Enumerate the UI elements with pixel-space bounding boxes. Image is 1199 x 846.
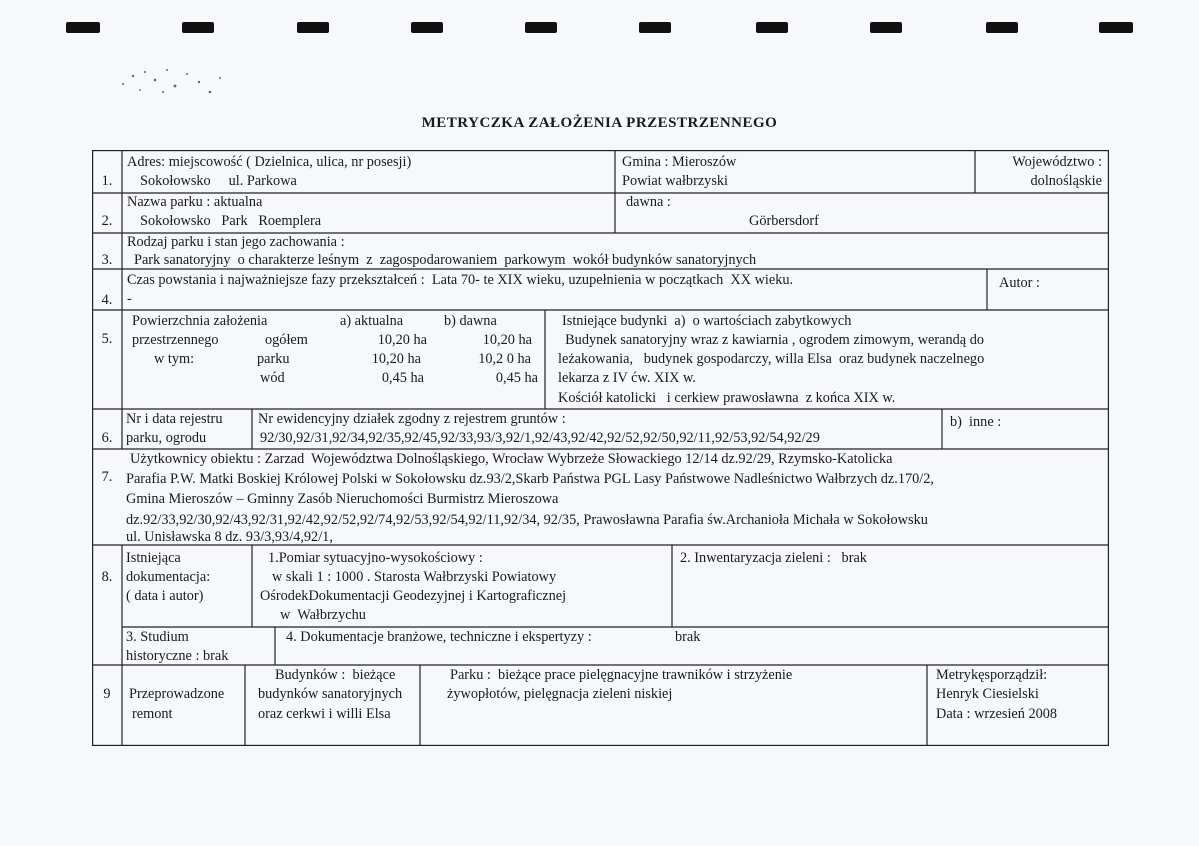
documentation-label: ( data i autor): [126, 588, 204, 604]
buildings-renovation: budynków sanatoryjnych: [258, 686, 403, 702]
register-label: Nr i data rejestru: [126, 411, 223, 427]
row-number: 5.: [101, 331, 113, 347]
area-total-label: ogółem: [265, 332, 308, 348]
park-renovation: Parku : bieżące prace pielęgnacyjne trawników i strzyżenie: [450, 667, 793, 683]
scan-edge-marks: [0, 22, 1199, 36]
park-name-current: Sokołowsko Park Roemplera: [140, 213, 322, 229]
row-number: 8.: [101, 569, 113, 585]
area-label: w tym:: [154, 351, 195, 367]
scan-mark: [756, 22, 788, 33]
row-number: 7.: [101, 469, 113, 485]
studies-label: 3. Studium: [126, 629, 189, 645]
powiat: Powiat wałbrzyski: [622, 173, 729, 189]
other-label: b) inne :: [950, 414, 1002, 430]
branch-docs-label: 4. Dokumentacje branżowe, techniczne i ekspertyzy :: [286, 629, 592, 645]
prepared-by-label: Metrykęsporządził:: [936, 667, 1048, 683]
scan-mark: [182, 22, 214, 33]
buildings-renovation: oraz cerkwi i willi Elsa: [258, 706, 391, 722]
scan-mark: [411, 22, 443, 33]
branch-docs-value: brak: [675, 629, 701, 645]
metric-table: [92, 150, 1109, 746]
owners-line: ul. Unisławska 8 dz. 93/3,93/4,92/1,: [126, 529, 333, 545]
history-value: -: [127, 291, 132, 307]
area-label: przestrzennego: [132, 332, 219, 348]
buildings-line: Istniejące budynki a) o wartościach zabytkowych: [562, 313, 852, 329]
park-type-value: Park sanatoryjny o charakterze leśnym z zagospodarowaniem parkowym wokół budynków sanatoryjnych: [134, 252, 757, 268]
studies-label: historyczne : brak: [126, 648, 229, 664]
row-number: 4.: [101, 292, 113, 308]
row-number: 6.: [101, 430, 113, 446]
row-number: 2.: [101, 213, 113, 229]
scan-mark: [525, 22, 557, 33]
owners-line: dz.92/33,92/30,92/43,92/31,92/42,92/52,92/74,92/53,92/54,92/11,92/34, 92/35, Prawosławna Parafia św.Archanioła Michała w Sokołowsku: [126, 512, 928, 528]
wojewodztwo-label: Województwo :: [1012, 154, 1102, 170]
renovations-label: remont: [132, 706, 173, 722]
prepared-by-name: Henryk Ciesielski: [936, 686, 1039, 702]
history-label: Czas powstania i najważniejsze fazy przekształceń : Lata 70- te XIX wieku, uzupełnienia w początkach XX wieku.: [127, 272, 794, 288]
scan-smudge: [115, 62, 240, 102]
owners-line: Parafia P.W. Matki Boskiej Królowej Polski w Sokołowsku dz.93/2,Skarb Państwa PGL Lasy Państwowe Nadleśnictwo Wałbrzych dz.170/2,: [126, 471, 934, 487]
gmina: Gmina : Mieroszów: [622, 154, 737, 170]
area-current-total: 10,20 ha: [377, 332, 427, 348]
scan-mark: [639, 22, 671, 33]
buildings-line: lekarza z IV ćw. XIX w.: [558, 370, 697, 386]
area-water-label: wód: [260, 370, 285, 386]
prepared-date: Data : wrzesień 2008: [936, 706, 1058, 722]
row-number: 3.: [101, 252, 113, 268]
documentation-label: Istniejąca: [126, 550, 181, 566]
wojewodztwo-value: dolnośląskie: [1030, 173, 1102, 189]
document-title: METRYCZKA ZAŁOŻENIA PRZESTRZENNEGO: [421, 115, 778, 131]
scan-mark: [870, 22, 902, 33]
survey-line: OśrodekDokumentacji Geodezyjnej i Kartograficznej: [260, 588, 567, 604]
plots-value: 92/30,92/31,92/34,92/35,92/45,92/33,93/3,92/1,92/43,92/42,92/52,92/50,92/11,92/53,92/54,92/29: [260, 430, 820, 446]
survey-line: 1.Pomiar sytuacyjno-wysokościowy :: [268, 550, 483, 566]
scan-mark: [66, 22, 100, 33]
park-renovation: żywopłotów, pielęgnacja zieleni niskiej: [447, 686, 673, 702]
author-label: Autor :: [999, 275, 1040, 291]
area-current-water: 0,45 ha: [381, 370, 424, 386]
scan-mark: [1099, 22, 1133, 33]
address-label: Adres: miejscowość ( Dzielnica, ulica, nr posesji): [127, 154, 412, 170]
scan-mark: [986, 22, 1018, 33]
register-label: parku, ogrodu: [126, 430, 207, 446]
area-former-water: 0,45 ha: [495, 370, 538, 386]
owners-line: Gmina Mieroszów – Gminny Zasób Nieruchomości Burmistrz Mieroszowa: [126, 491, 559, 507]
buildings-line: Budynek sanatoryjny wraz z kawiarnia , ogrodem zimowym, werandą do: [558, 332, 984, 348]
renovations-label: Przeprowadzone: [129, 686, 225, 702]
documentation-label: dokumentacja:: [126, 569, 211, 585]
buildings-line: Kościół katolicki i cerkiew prawosławna z końca XIX w.: [558, 390, 896, 406]
area-former-total: 10,20 ha: [482, 332, 532, 348]
area-current-park: 10,20 ha: [371, 351, 421, 367]
owners-line: Użytkownicy obiektu : Zarzad Województwa Dolnośląskiego, Wrocław Wybrzeże Słowackiego 12/14 dz.92/29, Rzymsko-Katolicka: [130, 451, 893, 467]
park-name-former-label: dawna :: [626, 194, 671, 210]
park-name-label: Nazwa parku : aktualna: [127, 194, 263, 210]
area-current-header: a) aktualna: [340, 313, 404, 329]
address-value: Sokołowsko ul. Parkowa: [140, 173, 297, 189]
buildings-line: leżakowania, budynek gospodarczy, willa Elsa oraz budynek naczelnego: [558, 351, 985, 367]
area-former-header: b) dawna: [444, 313, 497, 329]
park-type-label: Rodzaj parku i stan jego zachowania :: [127, 234, 345, 250]
greenery-inventory: 2. Inwentaryzacja zieleni : brak: [680, 550, 867, 566]
plots-label: Nr ewidencyjny działek zgodny z rejestrem gruntów :: [258, 411, 566, 427]
park-name-former: Görbersdorf: [749, 213, 819, 229]
row-number: 1.: [101, 173, 113, 189]
area-label: Powierzchnia założenia: [132, 313, 268, 329]
row-number: 9: [103, 686, 111, 702]
survey-line: w skali 1 : 1000 . Starosta Wałbrzyski Powiatowy: [272, 569, 557, 585]
survey-line: w Wałbrzychu: [280, 607, 366, 623]
area-park-label: parku: [257, 351, 290, 367]
area-former-park: 10,2 0 ha: [478, 351, 531, 367]
buildings-renovation: Budynków : bieżące: [275, 667, 396, 683]
scan-mark: [297, 22, 329, 33]
